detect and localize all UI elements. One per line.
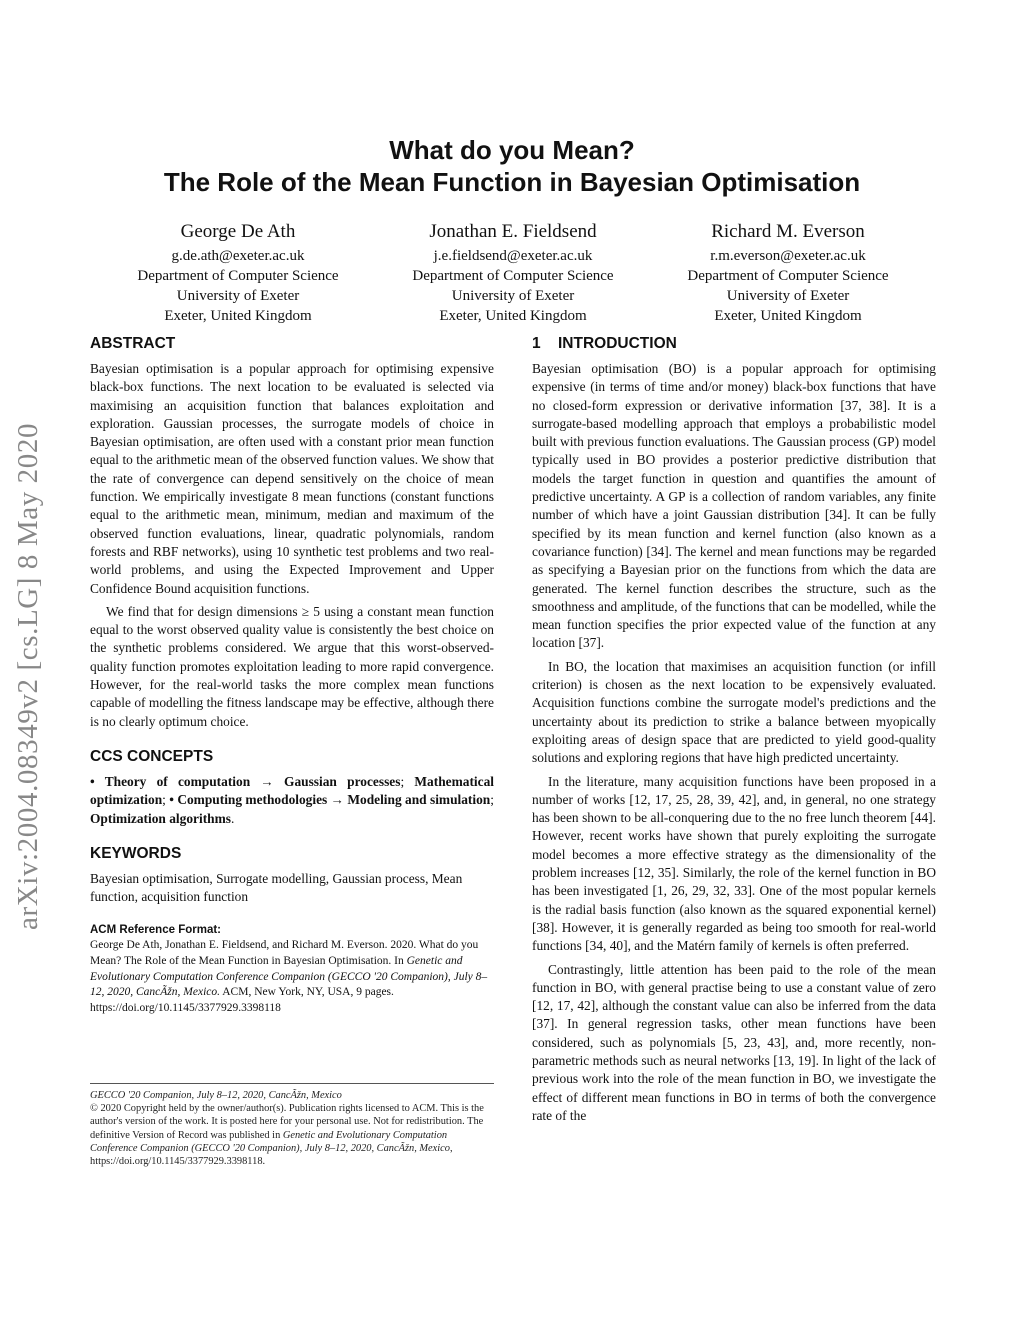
abstract-heading: ABSTRACT xyxy=(90,335,176,352)
introduction-heading xyxy=(532,334,936,354)
ccs-separator: ; xyxy=(490,792,494,808)
acm-reference-venue: Genetic and Evolutionary Computation Conference Companion (GECCO '20 Companion), July 8–12, 2020, CancÃžn, Mexico. xyxy=(90,955,488,999)
acm-reference-part: George De Ath, Jonathan E. Fieldsend, and Richard M. Everson. 2020. What do you Mean? The Role of the Mean Function in Bayesian Optimisation. In xyxy=(90,939,479,968)
ccs-concept: • Computing methodologies → Modeling and simulation xyxy=(169,792,491,808)
acm-reference-part: ACM, New York, NY, USA, 9 pages. https://doi.org/10.1145/3377929.3398118 xyxy=(90,986,394,1014)
author-location: Exeter, United Kingdom xyxy=(164,308,312,324)
author-block xyxy=(643,220,933,326)
introduction-paragraph: In the literature, many acquisition functions have been proposed in a number of works [12, 17, 25, 28, 39, 42], and, in general, no one strategy has been shown to be all-conquering due to the no free lunch theorem [44]. However, recent works have shown that purely exploiting the surrogate model becomes a more effective strategy as the dimensionality of the problem increases [12, 35]. Similarly, the role of the kernel function in BO has been investigated [1, 26, 29, 32, 33]. One of the most popular kernels is the radial basis function (also known as the squared exponential kernel) [38]. However, it is generally regarded as being too smooth for real-world functions [34, 40], and the Matérn family of kernels is often preferred. xyxy=(532,773,936,954)
section-number: 1 xyxy=(532,335,541,352)
author-department: Department of Computer Science xyxy=(137,268,339,284)
keywords-text: Bayesian optimisation, Surrogate modelling, Gaussian process, Mean function, acquisition function xyxy=(90,870,463,905)
left-column xyxy=(90,334,494,1016)
footnote-venue: GECCO '20 Companion, July 8–12, 2020, CancÃžn, Mexico xyxy=(90,1090,342,1101)
ccs-end: . xyxy=(230,810,235,826)
author-university: University of Exeter xyxy=(451,288,575,304)
ccs-concept: • Theory of computation → Gaussian processes xyxy=(90,773,401,789)
ccs-concepts xyxy=(90,773,494,828)
footnote-copyright xyxy=(90,1102,494,1168)
title-line-1: What do you Mean? xyxy=(389,135,635,165)
introduction-paragraph: Bayesian optimisation (BO) is a popular approach for optimising expensive (in terms of time and/or money) black-box functions that have no closed-form expression or derivative information [37, 38]. It is a surrogate-based modelling approach that employs a probabilistic model built with previous function evaluations. The Gaussian process (GP) model typically used in BO provides a posterior predictive distribution that models the target function in question and quantifies the amount of predictive uncertainty. A GP is a collection of random variables, any finite number of which have a joint Gaussian distribution [34]. It can be fully specified by its mean function and kernel function (also known as a covariance function) [34]. The kernel and mean functions may be regarded as specifying a Bayesian prior on the functions from which the data are generated. The kernel function describes the structure, such as the smoothness and amplitude, of the functions that can be modelled, while the mean function specifies the prior expected value of the function at any location [37]. xyxy=(532,361,936,651)
abstract-paragraph: We find that for design dimensions ≥ 5 using a constant mean function equal to the worst observed quality value is consistently the best choice on the synthetic problems considered. We argue that this worst-observed-quality function promotes exploitation leading to more rapid convergence. However, for the real-world tasks the more complex mean functions capable of modelling the fitness landscape may be effective, although there is no clearly optimum choice. xyxy=(90,603,494,729)
author-email: r.m.everson@exeter.ac.uk xyxy=(710,248,866,264)
author-block xyxy=(368,220,658,326)
author-location: Exeter, United Kingdom xyxy=(714,308,862,324)
title-line-2: The Role of the Mean Function in Bayesian Optimisation xyxy=(163,167,861,197)
ccs-separator: ; xyxy=(400,773,415,789)
author-email: g.de.ath@exeter.ac.uk xyxy=(171,248,305,264)
footnote-copyright-doi: , https://doi.org/10.1145/3377929.3398118. xyxy=(90,1142,453,1168)
copyright-footnote xyxy=(90,1083,494,1168)
ccs-concept: Optimization algorithms xyxy=(90,810,231,826)
author-department: Department of Computer Science xyxy=(412,268,614,284)
acm-reference-heading: ACM Reference Format: xyxy=(90,924,221,937)
ccs-concept: Mathematical optimization xyxy=(90,773,494,808)
arxiv-identifier: arXiv:2004.08349v2 [cs.LG] 8 May 2020 xyxy=(12,422,44,930)
author-name: Richard M. Everson xyxy=(711,221,865,242)
author-university: University of Exeter xyxy=(726,288,850,304)
author-department: Department of Computer Science xyxy=(687,268,889,284)
paper-title xyxy=(0,134,1024,198)
author-university: University of Exeter xyxy=(176,288,300,304)
author-name: Jonathan E. Fieldsend xyxy=(429,221,597,242)
footnote-divider xyxy=(90,1083,494,1084)
footnote-copyright-text: © 2020 Copyright held by the owner/author(s). Publication rights licensed to ACM. This is the author's version of the work. It is posted here for your personal use. Not for redistribution. The definitive Version of Record was published in xyxy=(90,1103,484,1141)
keywords-heading: KEYWORDS xyxy=(90,844,182,862)
ccs-separator: ; xyxy=(162,792,170,808)
author-block xyxy=(93,220,383,326)
author-email: j.e.fieldsend@exeter.ac.uk xyxy=(433,248,593,264)
footnote-copyright-venue: Genetic and Evolutionary Computation Conference Companion (GECCO '20 Companion), July 8–12, 2020, CancÃžn, Mexico xyxy=(90,1129,450,1154)
acm-reference-text xyxy=(90,938,494,1016)
abstract-paragraph: Bayesian optimisation is a popular approach for optimising expensive black-box functions. The next location to be evaluated is selected via maximising an acquisition function that balances exploitation and exploration. Gaussian processes, the surrogate models of choice in Bayesian optimisation, are often used with a constant prior mean function equal to the arithmetic mean of the observed function values. We show that the rate of convergence can depend sensitively on the choice of mean function. We empirically investigate 8 mean functions (constant functions equal to the arithmetic mean, minimum, median and maximum of the observed function evaluations, linear, quadratic polynomials, random forests and RBF networks), using 10 synthetic test problems and two real-world problems, and using the Expected Improvement and Upper Confidence Bound acquisition functions. xyxy=(90,361,494,596)
author-location: Exeter, United Kingdom xyxy=(439,308,587,324)
introduction-paragraph: In BO, the location that maximises an acquisition function (or infill criterion) is chosen as the next location to be expensively evaluated. Acquisition functions combine the surrogate model's predictions and the uncertainty about its prediction to strike a balance between myopically exploiting areas of design space that are predicted to yield good-quality solutions and exploring regions that have high predicted uncertainty. xyxy=(532,658,936,766)
author-name: George De Ath xyxy=(180,221,296,242)
ccs-heading: CCS CONCEPTS xyxy=(90,747,214,765)
introduction-paragraph: Contrastingly, little attention has been paid to the role of the mean function in BO, with general practise being to use a constant value of zero [12, 17, 42], although the constant value can also be inferred from the data [37]. In general regression tasks, other mean functions have been considered, such as polynomials [5, 23, 43], and, more recently, non-parametric methods such as neural networks [13, 19]. In light of the lack of previous work into the role of the mean function in BO, we investigate the effect of different mean functions in BO in terms of both the convergence rate of the xyxy=(532,961,936,1123)
section-title: INTRODUCTION xyxy=(558,335,677,352)
right-column xyxy=(532,334,936,1125)
